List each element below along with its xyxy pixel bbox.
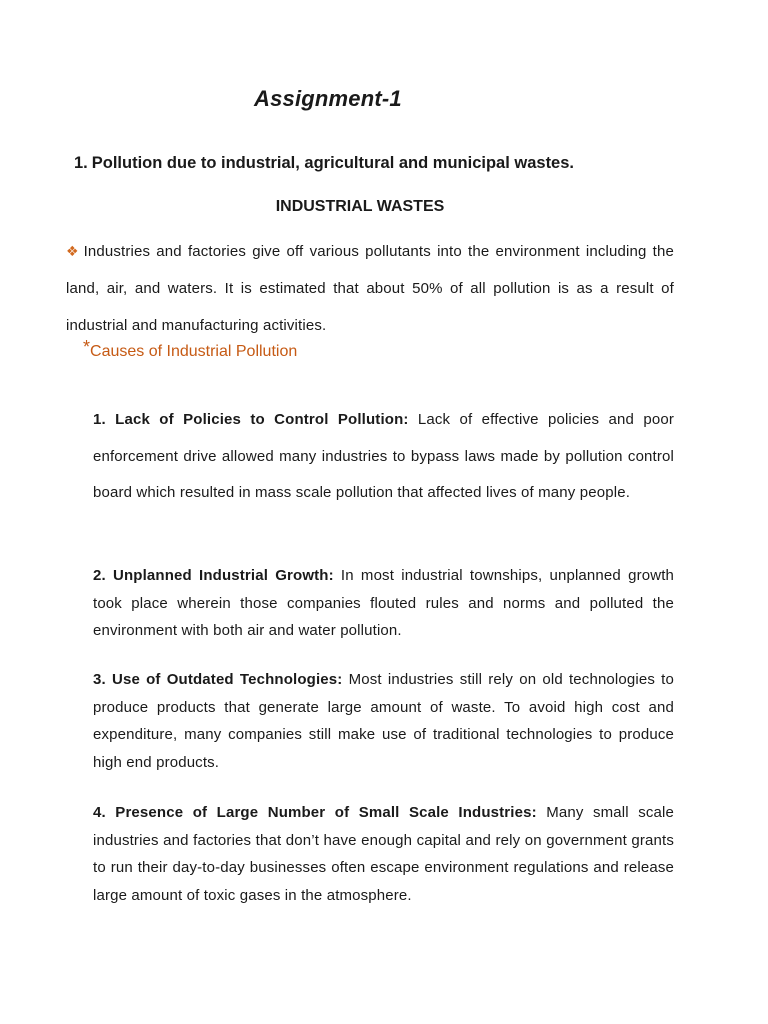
causes-heading <box>83 337 298 361</box>
cause-text: Lack of effective policies and poor enforcement drive allowed many industries to bypass laws made by pollution control board which resulted in mass scale pollution that affected lives of many people. <box>93 411 674 501</box>
cause-item-4 <box>93 799 674 909</box>
cause-label: 3. Use of Outdated Technologies: <box>93 671 343 688</box>
cause-text: Most industries still rely on old technologies to produce products that generate large amount of waste. To avoid high cost and expenditure, many companies still make use of traditional technologies to produce high end products. <box>93 671 674 771</box>
causes-heading-text: Causes of Industrial Pollution <box>90 343 298 360</box>
section-title: INDUSTRIAL WASTES <box>275 198 445 215</box>
cause-label: 4. Presence of Large Number of Small Scale Industries: <box>93 804 537 821</box>
cause-text: Many small scale industries and factories that don’t have enough capital and rely on government grants to run their day-to-day businesses often escape environment regulations and release large amount of toxic gases in the atmosphere. <box>93 804 674 904</box>
cause-item-3 <box>93 666 674 776</box>
cause-item-1 <box>93 402 674 512</box>
diamond-bullet-icon: ❖ <box>66 243 81 259</box>
question-text: Pollution due to industrial, agricultural and municipal wastes. <box>91 154 574 172</box>
cause-label: 1. Lack of Policies to Control Pollution: <box>93 411 409 428</box>
question-number: 1. <box>74 154 88 172</box>
cause-label: 2. Unplanned Industrial Growth: <box>93 567 334 584</box>
document-title: Assignment-1 <box>254 86 402 111</box>
cause-text: In most industrial townships, unplanned growth took place wherein those companies flouted rules and norms and polluted the environment with both air and water pollution. <box>93 567 674 639</box>
intro-text: Industries and factories give off various pollutants into the environment including the land, air, and waters. It is estimated that about 50% of all pollution is as a result of industrial and manufacturing activities. <box>66 243 674 334</box>
intro-paragraph <box>66 233 674 344</box>
cause-item-2 <box>93 562 674 645</box>
question-heading <box>74 154 574 173</box>
asterisk-icon: * <box>83 337 91 357</box>
